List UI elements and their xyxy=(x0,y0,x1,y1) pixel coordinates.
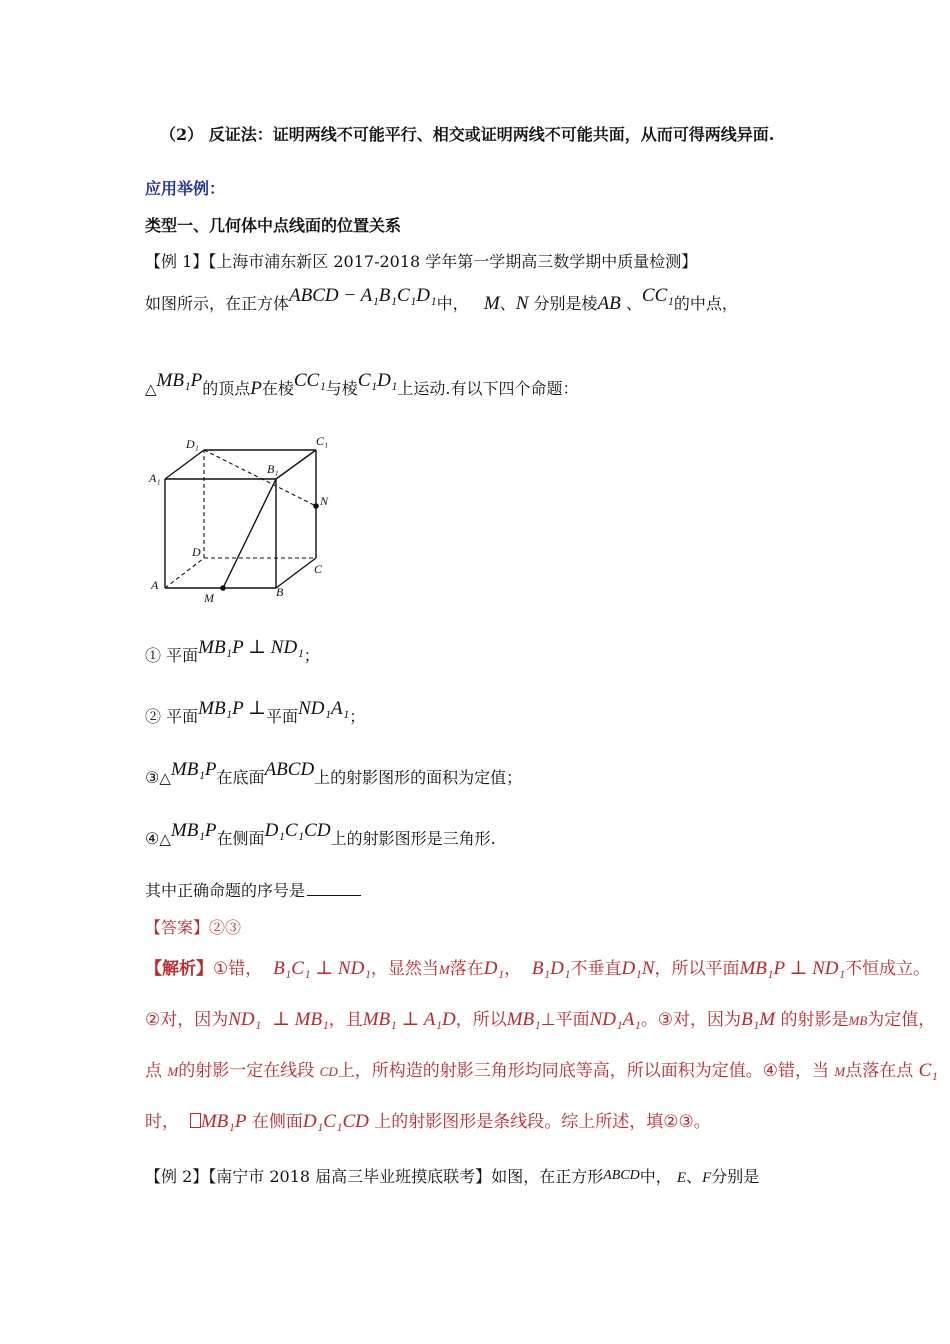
prop-number: ④ xyxy=(145,829,160,848)
example1-source: 【上海市浦东新区 2017-2018 学年第一学期高三数学期中质量检测】 xyxy=(208,252,698,271)
math-M: M xyxy=(483,293,500,314)
point-M xyxy=(220,585,226,591)
point-N xyxy=(313,503,319,509)
text: ； xyxy=(349,707,366,726)
math: MB₁P ⊥ xyxy=(198,698,267,719)
math-CC1: CC₁ xyxy=(293,370,326,391)
answer-line xyxy=(145,915,241,938)
answer-value: ②③ xyxy=(209,918,242,937)
text: 不恒成立。 xyxy=(845,959,931,979)
text: ，所以 xyxy=(455,1010,507,1030)
cube-figure xyxy=(140,425,350,610)
text: 的中点， xyxy=(673,294,738,313)
method2-line xyxy=(160,122,774,145)
text: 上的射影图形的面积为定值； xyxy=(314,768,523,787)
text: ②对，因为 xyxy=(145,1010,229,1030)
math: B₁C₁ ⊥ ND₁ xyxy=(273,958,371,979)
math: MB₁P ⊥ ND₁ xyxy=(198,637,304,658)
edge-A1-D1 xyxy=(165,450,204,479)
analysis-line2 xyxy=(145,1005,935,1031)
text: 上的射影图形是三角形. xyxy=(330,829,496,848)
math: MB₁P xyxy=(200,1111,247,1132)
text: 在侧面 xyxy=(216,829,265,848)
label-B1: B₁ xyxy=(267,462,279,476)
math: MB₁ xyxy=(506,1009,541,1030)
math-MB1P: MB₁P xyxy=(156,370,203,391)
text: 如图所示，在正方体 xyxy=(145,294,290,313)
edge-B1-C1 xyxy=(276,450,316,479)
text: 分别是棱 xyxy=(533,294,598,313)
text: 平面 xyxy=(166,646,199,665)
text: 上的射影图形是条线段。综上所述，填②③。 xyxy=(374,1112,711,1132)
math: D₁C₁CD xyxy=(264,820,331,841)
math: B₁D₁ xyxy=(531,958,571,979)
math: M xyxy=(834,1064,846,1079)
example2-line xyxy=(145,1164,759,1187)
section-heading: 应用举例： xyxy=(145,179,226,198)
math: MB xyxy=(848,1013,868,1028)
proposition-4 xyxy=(145,820,496,850)
text: 上运动.有以下四个命题： xyxy=(397,379,579,398)
text: 在侧面 xyxy=(251,1112,303,1132)
text: ，且 xyxy=(328,1010,363,1030)
example2-source: 【南宁市 2018 届高三毕业班摸底联考】 xyxy=(208,1167,492,1186)
text: 为定值， xyxy=(867,1010,936,1030)
edge-B-C xyxy=(276,558,316,588)
text: 、 xyxy=(686,1167,703,1186)
prop-number: ③ xyxy=(145,768,160,787)
math: D₁ xyxy=(483,958,505,979)
label-D: D xyxy=(192,545,201,559)
question-line xyxy=(145,878,361,901)
text: 。③对，因为 xyxy=(640,1010,742,1030)
math: CD xyxy=(319,1064,338,1079)
math: E xyxy=(676,1170,687,1186)
label-A: A xyxy=(151,578,159,592)
math-CC1: CC₁ xyxy=(641,285,674,306)
method2-title: 反证法： xyxy=(208,125,273,144)
text: 时， xyxy=(145,1112,179,1132)
analysis-line4 xyxy=(145,1107,711,1133)
method2-number: （2） xyxy=(160,125,204,144)
method2-text: 证明两线不可能平行、相交或证明两线不可能共面，从而可得两线异面. xyxy=(272,125,775,144)
label-A1: A₁ xyxy=(149,471,161,485)
text: 、 xyxy=(625,294,642,313)
math-C1D1: C₁D₁ xyxy=(357,370,398,391)
math: MB₁ ⊥ A₁D xyxy=(362,1009,456,1030)
math: C₁ xyxy=(918,1060,938,1081)
text: 的顶点 xyxy=(202,379,251,398)
text: 平面 xyxy=(166,707,199,726)
math: M xyxy=(438,962,450,977)
label-M: M xyxy=(204,591,214,605)
text: ，所以平面 xyxy=(654,959,740,979)
prop-number: ① xyxy=(145,646,162,665)
text: 的射影一定在线段 xyxy=(178,1061,315,1081)
answer-label: 【答案】 xyxy=(145,918,210,937)
segment-D1-N xyxy=(204,450,316,506)
hidden-edge-A-D xyxy=(165,558,204,588)
math: D₁C₁CD xyxy=(302,1111,369,1132)
math-AB: AB xyxy=(597,293,621,314)
text: 与棱 xyxy=(325,379,358,398)
math: ND₁ xyxy=(228,1009,262,1030)
math: ND₁A₁ xyxy=(298,698,350,719)
label-C: C xyxy=(314,562,323,576)
label-B: B xyxy=(276,585,284,599)
analysis-line3 xyxy=(145,1056,938,1082)
text: 在底面 xyxy=(216,768,265,787)
example1-title xyxy=(145,249,697,272)
text: 如图，在正方形 xyxy=(491,1167,604,1186)
text: ⊥平面 xyxy=(540,1010,590,1030)
text: 、 xyxy=(499,294,516,313)
math-cube: ABCD − A₁B₁C₁D₁ xyxy=(289,285,437,306)
math-N: N xyxy=(515,293,529,314)
text: 平面 xyxy=(266,707,299,726)
math: ABCD xyxy=(603,1168,640,1183)
example1-statement-line1 xyxy=(145,285,738,315)
label-N: N xyxy=(320,494,329,508)
text: 点 xyxy=(145,1061,162,1081)
math: ND₁A₁ xyxy=(589,1009,641,1030)
math: B₁M xyxy=(741,1009,776,1030)
text: 点落在点 xyxy=(845,1061,914,1081)
text: 落在 xyxy=(449,959,484,979)
type1-heading: 类型一、几何体中点线面的位置关系 xyxy=(145,216,402,235)
text: ； xyxy=(303,646,320,665)
math: MB₁P ⊥ ND₁ xyxy=(739,958,846,979)
text: 的射影是 xyxy=(780,1010,849,1030)
math: ⊥ MB₁ xyxy=(272,1009,329,1030)
label-C1: C₁ xyxy=(316,434,329,448)
analysis-line1 xyxy=(145,954,930,980)
text: ， xyxy=(504,959,522,979)
math: M xyxy=(167,1064,179,1079)
text: 分别是 xyxy=(711,1167,760,1186)
example1-tag: 【例 1】 xyxy=(145,252,209,271)
answer-blank xyxy=(307,881,361,896)
missing-glyph-box xyxy=(190,1113,201,1128)
math-P: P xyxy=(250,378,262,399)
example1-statement-line2 xyxy=(145,370,579,400)
math: MB₁P xyxy=(170,759,217,780)
triangle-symbol: △ xyxy=(159,830,171,848)
math: ABCD xyxy=(264,759,315,780)
proposition-2 xyxy=(145,698,366,728)
text: 不垂直 xyxy=(570,959,622,979)
proposition-1 xyxy=(145,637,320,667)
math: MB₁P xyxy=(170,820,217,841)
triangle-symbol: △ xyxy=(145,380,157,398)
math: F xyxy=(702,1170,712,1186)
proposition-3 xyxy=(145,759,523,789)
text: ，显然当 xyxy=(370,959,439,979)
question-text: 其中正确命题的序号是 xyxy=(145,881,306,900)
text: ①错， xyxy=(213,959,263,979)
text: 在棱 xyxy=(261,379,294,398)
text: 中， xyxy=(639,1167,672,1186)
triangle-symbol: △ xyxy=(159,769,171,787)
prop-number: ② xyxy=(145,707,162,726)
example2-tag: 【例 2】 xyxy=(145,1167,209,1186)
text: 中， xyxy=(436,294,469,313)
analysis-label: 【解析】 xyxy=(145,959,213,979)
segment-M-B1 xyxy=(223,479,276,588)
label-D1: D₁ xyxy=(186,437,199,451)
text: 上，所构造的射影三角形均同底等高，所以面积为定值。④错，当 xyxy=(337,1061,829,1081)
math: D₁N xyxy=(621,958,655,979)
